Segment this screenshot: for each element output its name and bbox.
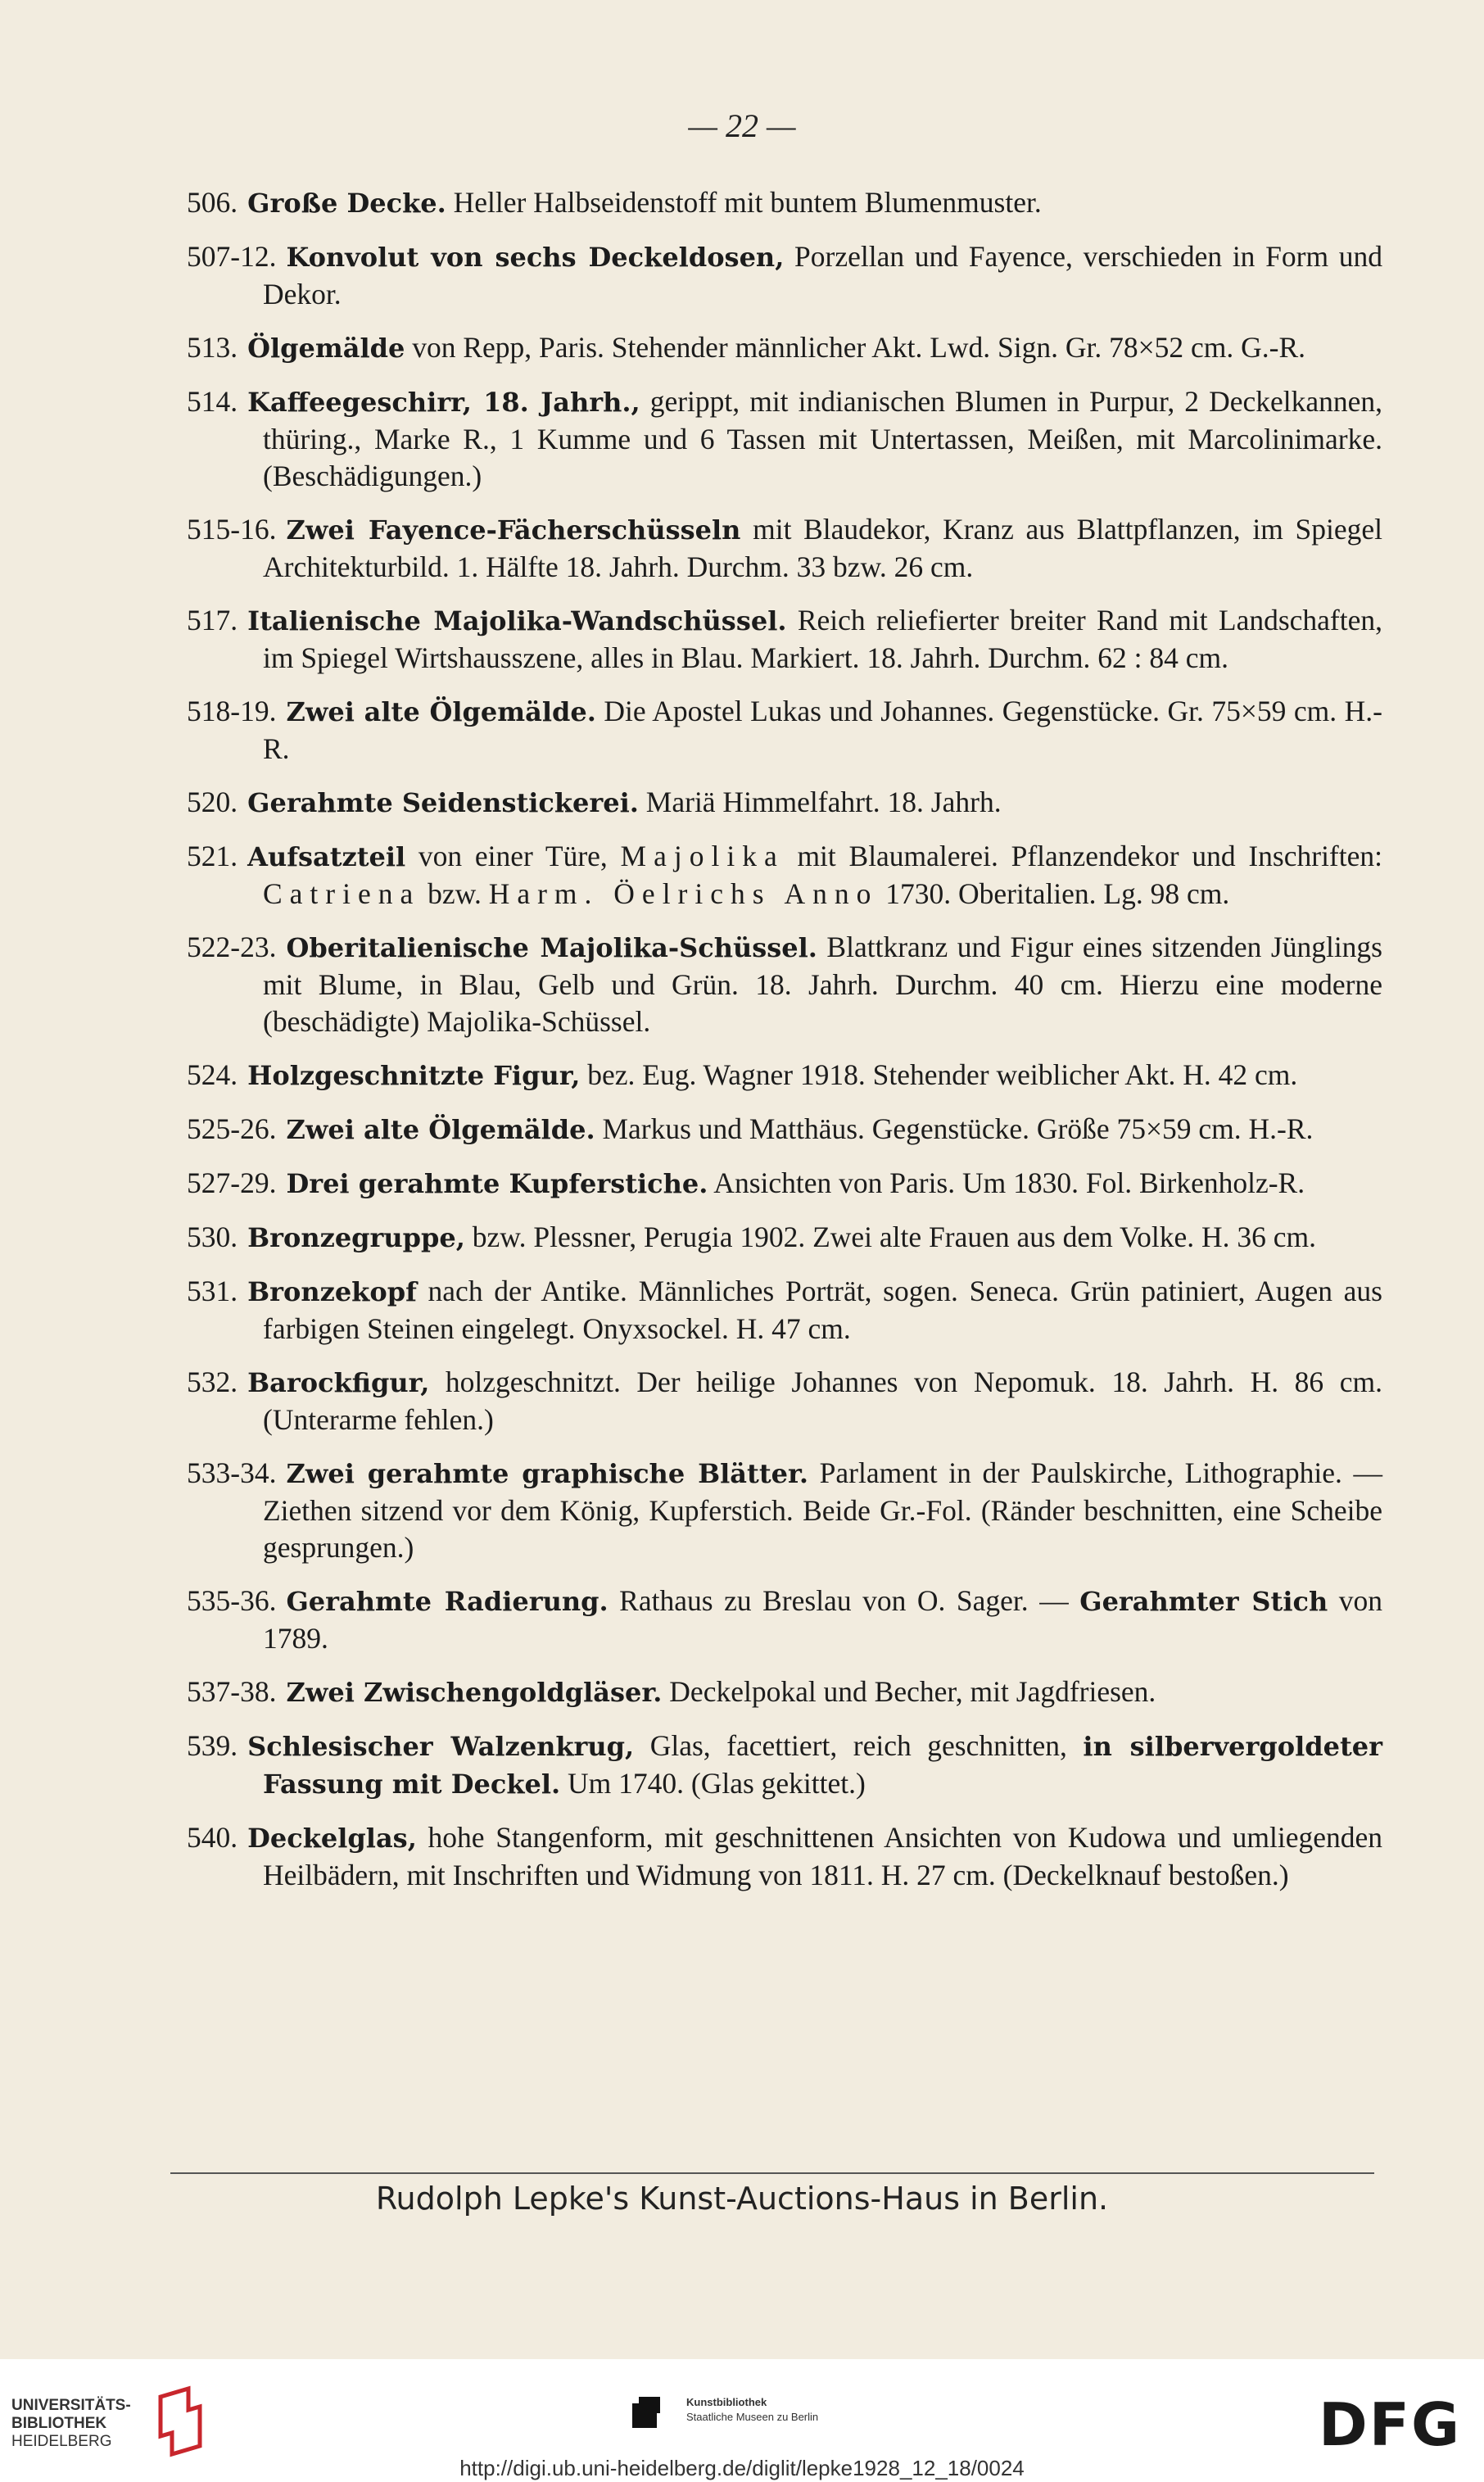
catalog-entry [187, 1728, 1382, 1803]
entry-text: Markus und Matthäus. Gegenstücke. Größe 75×59 cm. H.-R. [595, 1112, 1314, 1145]
dfg-logo[interactable]: DFG [1319, 2390, 1462, 2459]
entry-text: mit Blaudekor, Kranz aus Blattpflanzen, im Spiegel Architekturbild. 1. Hälfte 18. Jahrh. Durchm. 33 bzw. 26 cm. [263, 513, 1383, 583]
entry-number: 514. [187, 385, 238, 418]
ub-line-2: BIBLIOTHEK [11, 2415, 107, 2432]
entry-text: Um 1740. (Glas gekittet.) [560, 1767, 866, 1800]
entry-text: gerippt, mit indianischen Blumen in Purpur, 2 Deckelkannen, thüring., Marke R., 1 Kumme und 6 Tassen mit Untertassen, Meißen, mit Marcolinimarke. (Beschädigungen.) [263, 385, 1383, 492]
entry-text: Parlament in der Paulskirche, Lithographie. — Ziethen sitzend vor dem König, Kupferstich. Beide Gr.-Fol. (Ränder beschnitten, eine Scheibe gesprungen.) [263, 1456, 1382, 1564]
catalog-entry [187, 1455, 1382, 1566]
entry-text: Glas, facettiert, reich geschnitten, [634, 1729, 1084, 1762]
entry-title: Gerahmte Radierung. [286, 1586, 609, 1617]
catalog-entry [187, 1057, 1382, 1094]
entry-title: Konvolut von sechs Deckeldosen, [286, 242, 785, 273]
entry-number: 531. [187, 1275, 238, 1307]
kunstbibliothek-logo-icon [632, 2397, 678, 2433]
entry-title: Gerahmte Seidenstickerei. [247, 787, 639, 818]
entry-number: 539. [187, 1729, 238, 1762]
entry-spaced-text: Harm. Öelrichs Anno [488, 877, 879, 910]
entry-text: Reich reliefierter breiter Rand mit Landschaften, im Spiegel Wirtshausszene, alles in Blau. Markiert. 18. Jahrh. Durchm. 62 : 84 cm. [263, 604, 1382, 674]
catalog-entry [187, 693, 1382, 768]
entry-text: Deckelpokal und Becher, mit Jagdfriesen. [662, 1675, 1156, 1708]
catalog-entry [187, 838, 1382, 913]
kb-line-1: Kunstbibliothek [686, 2396, 767, 2408]
catalog-entry [187, 1583, 1382, 1657]
entry-text: Blattkranz und Figur eines sitzenden Jünglings mit Blume, in Blau, Gelb und Grün. 18. Jahrh. Durchm. 40 cm. Hierzu eine moderne (beschädigte) Majolika-Schüssel. [263, 931, 1382, 1038]
entry-text: Ansichten von Paris. Um 1830. Fol. Birkenholz-R. [708, 1166, 1305, 1199]
ub-heidelberg-logo-icon [156, 2385, 205, 2457]
catalog-entry [187, 383, 1382, 495]
entry-text: von einer Türe, [405, 840, 621, 872]
entry-number: 524. [187, 1058, 238, 1091]
entry-text: Die Apostel Lukas und Johannes. Gegenstücke. Gr. 75×59 cm. H.-R. [263, 695, 1383, 765]
catalog-entry [187, 929, 1382, 1040]
entry-text: holzgeschnitzt. Der heilige Johannes von Nepomuk. 18. Jahrh. H. 86 cm. (Unterarme fehlen.) [263, 1366, 1382, 1436]
entry-number: 530. [187, 1221, 238, 1253]
entry-title: Bronzegruppe, [247, 1222, 465, 1253]
entry-text: von Repp, Paris. Stehender männlicher Akt. Lwd. Sign. Gr. 78×52 cm. G.-R. [405, 331, 1306, 364]
entry-title: Italienische Majolika-Wandschüssel. [247, 605, 787, 636]
entry-text: Rathaus zu Breslau von O. Sager. — [608, 1584, 1080, 1617]
entry-number: 520. [187, 786, 238, 818]
entry-number: 515-16. [187, 513, 277, 546]
entry-number: 532. [187, 1366, 238, 1398]
entry-title: Holzgeschnitzte Figur, [247, 1060, 581, 1091]
entry-text: mit Blaumalerei. Pflanzendekor und Inschriften: [784, 840, 1382, 872]
catalog-entries [187, 184, 1382, 1910]
entry-title: Zwei alte Ölgemälde. [286, 1114, 595, 1145]
entry-text: Porzellan und Fayence, verschieden in Form und Dekor. [263, 240, 1383, 310]
entry-text: von 1789. [263, 1584, 1383, 1655]
entry-spaced-text: Catriena [263, 877, 421, 910]
entry-number: 527-29. [187, 1166, 277, 1199]
entry-title: Deckelglas, [247, 1823, 417, 1854]
entry-number: 540. [187, 1821, 238, 1854]
publisher-footer: Rudolph Lepke's Kunst-Auctions-Haus in Berlin. [375, 2181, 1109, 2217]
catalog-entry [187, 1111, 1382, 1148]
entry-title: Zwei alte Ölgemälde. [286, 696, 596, 727]
entry-title: Oberitalienische Majolika-Schüssel. [286, 932, 817, 963]
entry-title: Drei gerahmte Kupferstiche. [286, 1168, 708, 1199]
entry-number: 517. [187, 604, 238, 636]
entry-number: 537-38. [187, 1675, 277, 1708]
entry-title: Große Decke. [247, 188, 446, 219]
entry-text: bez. Eug. Wagner 1918. Stehender weiblicher Akt. H. 42 cm. [580, 1058, 1298, 1091]
catalog-entry [187, 784, 1382, 822]
entry-title: in silbervergoldeter Fassung mit Deckel. [263, 1731, 1382, 1800]
ub-line-1: UNIVERSITÄTS- [11, 2397, 131, 2414]
entry-title: Zwei gerahmte graphische Blätter. [286, 1458, 809, 1489]
entry-number: 535-36. [187, 1584, 277, 1617]
footer-divider [170, 2172, 1374, 2174]
entry-title: Zwei Fayence-Fächerschüsseln [286, 514, 741, 546]
entry-number: 518-19. [187, 695, 277, 727]
entry-text: nach der Antike. Männliches Porträt, sogen. Seneca. Grün patiniert, Augen aus farbigen Steinen eingelegt. Onyxsockel. H. 47 cm. [263, 1275, 1382, 1345]
entry-number: 507-12. [187, 240, 277, 273]
entry-text: bzw. Plessner, Perugia 1902. Zwei alte Frauen aus dem Volke. H. 36 cm. [464, 1221, 1316, 1253]
entry-title: Gerahmter Stich [1079, 1586, 1328, 1617]
catalog-entry [187, 1674, 1382, 1711]
catalog-entry [187, 238, 1382, 313]
catalog-entry [187, 329, 1382, 367]
permalink-url[interactable]: http://digi.ub.uni-heidelberg.de/diglit/lepke1928_12_18/0024 [459, 2456, 1025, 2480]
catalog-entry [187, 1219, 1382, 1257]
entry-text: bzw. [420, 877, 489, 910]
entry-title: Ölgemälde [247, 333, 405, 364]
entry-number: 525-26. [187, 1112, 277, 1145]
entry-title: Kaffeegeschirr, 18. Jahrh., [247, 387, 640, 418]
entry-number: 513. [187, 331, 238, 364]
kb-line-2: Staatliche Museen zu Berlin [686, 2411, 819, 2423]
ub-heidelberg-logo-text[interactable] [11, 2397, 131, 2451]
entry-title: Schlesischer Walzenkrug, [247, 1731, 635, 1762]
catalog-entry [187, 1273, 1382, 1347]
entry-text: 1730. Oberitalien. Lg. 98 cm. [878, 877, 1230, 910]
entry-text: Heller Halbseidenstoff mit buntem Blumenmuster. [446, 186, 1042, 219]
entry-title: Aufsatzteil [247, 841, 406, 872]
ub-line-3: HEIDELBERG [11, 2433, 112, 2450]
entry-number: 506. [187, 186, 238, 219]
entry-text: Mariä Himmelfahrt. 18. Jahrh. [638, 786, 1002, 818]
catalog-entry [187, 1364, 1382, 1438]
entry-spaced-text: Majolika [620, 840, 785, 872]
entry-title: Barockfigur, [247, 1367, 430, 1398]
entry-number: 522-23. [187, 931, 277, 963]
catalog-entry [187, 602, 1382, 677]
catalog-entry [187, 1819, 1382, 1894]
entry-number: 533-34. [187, 1456, 277, 1489]
page-number: — 22 — [688, 107, 796, 144]
catalog-entry [187, 511, 1382, 586]
entry-number: 521. [187, 840, 238, 872]
entry-title: Zwei Zwischengoldgläser. [286, 1677, 663, 1708]
catalog-entry [187, 184, 1382, 222]
entry-text: hohe Stangenform, mit geschnittenen Ansichten von Kudowa und umliegenden Heilbädern, mit Inschriften und Widmung von 1811. H. 27 cm. (Deckelknauf bestoßen.) [263, 1821, 1382, 1891]
kunstbibliothek-logo-text[interactable] [686, 2395, 818, 2425]
catalog-entry [187, 1165, 1382, 1203]
entry-title: Bronzekopf [247, 1276, 417, 1307]
